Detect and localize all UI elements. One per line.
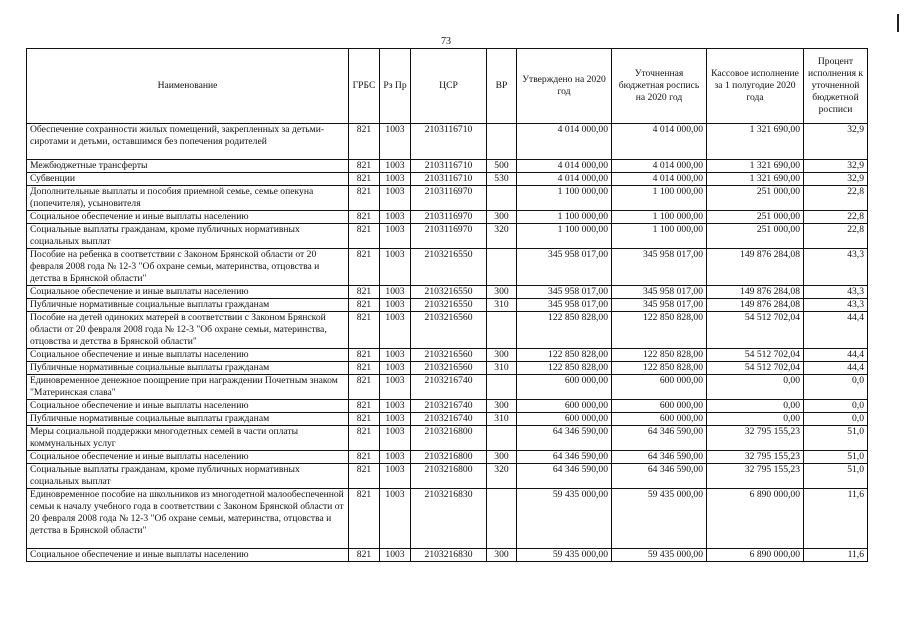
cell-approved: 600 000,00 <box>517 375 612 400</box>
cell-approved: 600 000,00 <box>517 400 612 413</box>
cell-name: Пособие на детей одиноких матерей в соответствии с Законом Брянской области от 20 февраля 2008 года № 12-3 "Об охране семьи, материнства, отцовства и детства в Брянской области" <box>27 312 349 349</box>
cell-refined: 59 435 000,00 <box>612 549 707 562</box>
cell-csr: 2103216740 <box>411 375 487 400</box>
cell-vr <box>487 312 517 349</box>
cell-cash: 149 876 284,08 <box>707 249 804 286</box>
cell-percent: 0,0 <box>804 413 868 426</box>
cell-cash: 0,00 <box>707 375 804 400</box>
cell-csr: 2103216830 <box>411 549 487 562</box>
cell-percent: 44,4 <box>804 349 868 362</box>
cell-grbs: 821 <box>349 413 380 426</box>
cell-rzpr: 1003 <box>380 299 411 312</box>
cell-grbs: 821 <box>349 173 380 186</box>
table-row <box>27 362 868 375</box>
cell-vr: 530 <box>487 173 517 186</box>
cell-cash: 32 795 155,23 <box>707 451 804 464</box>
scan-edge-mark <box>897 14 899 32</box>
cell-name: Социальное обеспечение и иные выплаты населению <box>27 211 349 224</box>
cell-refined: 64 346 590,00 <box>612 451 707 464</box>
cell-csr: 2103116970 <box>411 224 487 249</box>
cell-name: Обеспечение сохранности жилых помещений, закрепленных за детьми-сиротами и детьми, оставшимся без попечения родителей <box>27 124 349 160</box>
cell-vr <box>487 426 517 451</box>
cell-rzpr: 1003 <box>380 451 411 464</box>
cell-csr: 2103216800 <box>411 451 487 464</box>
cell-cash: 251 000,00 <box>707 224 804 249</box>
cell-rzpr: 1003 <box>380 375 411 400</box>
cell-csr: 2103216740 <box>411 400 487 413</box>
cell-grbs: 821 <box>349 451 380 464</box>
table-row <box>27 312 868 349</box>
cell-percent: 32,9 <box>804 160 868 173</box>
cell-approved: 64 346 590,00 <box>517 464 612 489</box>
cell-grbs: 821 <box>349 124 380 160</box>
cell-vr: 300 <box>487 549 517 562</box>
cell-grbs: 821 <box>349 286 380 299</box>
cell-vr: 300 <box>487 349 517 362</box>
cell-csr: 2103216550 <box>411 299 487 312</box>
cell-percent: 22,8 <box>804 211 868 224</box>
cell-rzpr: 1003 <box>380 413 411 426</box>
cell-rzpr: 1003 <box>380 489 411 549</box>
table-row <box>27 426 868 451</box>
header-approved: Утверждено на 2020 год <box>517 49 612 124</box>
cell-vr <box>487 489 517 549</box>
cell-vr: 320 <box>487 464 517 489</box>
cell-approved: 600 000,00 <box>517 413 612 426</box>
cell-vr: 310 <box>487 362 517 375</box>
cell-cash: 32 795 155,23 <box>707 426 804 451</box>
cell-csr: 2103216560 <box>411 362 487 375</box>
cell-approved: 122 850 828,00 <box>517 312 612 349</box>
cell-rzpr: 1003 <box>380 224 411 249</box>
cell-percent: 11,6 <box>804 549 868 562</box>
cell-percent: 0,0 <box>804 400 868 413</box>
cell-approved: 1 100 000,00 <box>517 211 612 224</box>
cell-rzpr: 1003 <box>380 349 411 362</box>
cell-approved: 4 014 000,00 <box>517 160 612 173</box>
cell-refined: 4 014 000,00 <box>612 160 707 173</box>
table-header-row <box>27 49 868 124</box>
cell-cash: 1 321 690,00 <box>707 124 804 160</box>
cell-cash: 54 512 702,04 <box>707 362 804 375</box>
cell-percent: 51,0 <box>804 451 868 464</box>
cell-vr: 300 <box>487 286 517 299</box>
cell-approved: 4 014 000,00 <box>517 124 612 160</box>
cell-rzpr: 1003 <box>380 173 411 186</box>
cell-refined: 122 850 828,00 <box>612 362 707 375</box>
cell-cash: 54 512 702,04 <box>707 312 804 349</box>
cell-name: Меры социальной поддержки многодетных семей в части оплаты коммунальных услуг <box>27 426 349 451</box>
cell-cash: 149 876 284,08 <box>707 299 804 312</box>
header-percent: Процент исполнения к уточненной бюджетной росписи <box>804 49 868 124</box>
table-row <box>27 124 868 160</box>
cell-name: Единовременное пособие на школьников из многодетной малообеспеченной семьи к началу учебного года в соответствии с Законом Брянской области от 20 февраля 2008 года № 12-3 "Об охране семьи, материнства, отцовства и детства в Брянской области" <box>27 489 349 549</box>
cell-refined: 122 850 828,00 <box>612 312 707 349</box>
cell-cash: 251 000,00 <box>707 211 804 224</box>
cell-name: Социальное обеспечение и иные выплаты населению <box>27 400 349 413</box>
table-row <box>27 186 868 211</box>
cell-name: Субвенции <box>27 173 349 186</box>
cell-name: Социальное обеспечение и иные выплаты населению <box>27 549 349 562</box>
cell-rzpr: 1003 <box>380 362 411 375</box>
cell-cash: 0,00 <box>707 413 804 426</box>
table-row <box>27 349 868 362</box>
cell-percent: 43,3 <box>804 249 868 286</box>
cell-rzpr: 1003 <box>380 549 411 562</box>
cell-rzpr: 1003 <box>380 186 411 211</box>
table-row <box>27 224 868 249</box>
cell-name: Дополнительные выплаты и пособия приемной семье, семье опекуна (попечителя), усыновителя <box>27 186 349 211</box>
cell-grbs: 821 <box>349 299 380 312</box>
cell-csr: 2103216560 <box>411 312 487 349</box>
cell-vr: 300 <box>487 400 517 413</box>
cell-name: Социальное обеспечение и иные выплаты населению <box>27 451 349 464</box>
cell-percent: 43,3 <box>804 299 868 312</box>
cell-percent: 51,0 <box>804 426 868 451</box>
table-row <box>27 211 868 224</box>
cell-grbs: 821 <box>349 186 380 211</box>
cell-approved: 1 100 000,00 <box>517 224 612 249</box>
cell-grbs: 821 <box>349 375 380 400</box>
cell-cash: 54 512 702,04 <box>707 349 804 362</box>
table-row <box>27 464 868 489</box>
cell-grbs: 821 <box>349 489 380 549</box>
table-row <box>27 549 868 562</box>
cell-refined: 122 850 828,00 <box>612 349 707 362</box>
cell-csr: 2103116710 <box>411 124 487 160</box>
cell-cash: 149 876 284,08 <box>707 286 804 299</box>
cell-vr: 310 <box>487 299 517 312</box>
cell-vr <box>487 124 517 160</box>
table-row <box>27 299 868 312</box>
cell-csr: 2103216830 <box>411 489 487 549</box>
cell-approved: 64 346 590,00 <box>517 451 612 464</box>
table-row <box>27 375 868 400</box>
cell-approved: 345 958 017,00 <box>517 299 612 312</box>
cell-vr: 300 <box>487 211 517 224</box>
cell-rzpr: 1003 <box>380 286 411 299</box>
cell-cash: 1 321 690,00 <box>707 160 804 173</box>
cell-cash: 0,00 <box>707 400 804 413</box>
cell-percent: 44,4 <box>804 362 868 375</box>
cell-refined: 345 958 017,00 <box>612 249 707 286</box>
cell-vr: 300 <box>487 451 517 464</box>
table-row <box>27 400 868 413</box>
cell-grbs: 821 <box>349 464 380 489</box>
table-row <box>27 249 868 286</box>
cell-grbs: 821 <box>349 549 380 562</box>
header-csr: ЦСР <box>411 49 487 124</box>
cell-percent: 22,8 <box>804 186 868 211</box>
cell-name: Социальные выплаты гражданам, кроме публичных нормативных социальных выплат <box>27 224 349 249</box>
cell-grbs: 821 <box>349 211 380 224</box>
cell-name: Социальное обеспечение и иные выплаты населению <box>27 349 349 362</box>
cell-csr: 2103216800 <box>411 464 487 489</box>
cell-approved: 64 346 590,00 <box>517 426 612 451</box>
cell-csr: 2103216560 <box>411 349 487 362</box>
table-row <box>27 160 868 173</box>
cell-rzpr: 1003 <box>380 124 411 160</box>
cell-approved: 1 100 000,00 <box>517 186 612 211</box>
cell-csr: 2103116970 <box>411 186 487 211</box>
cell-percent: 51,0 <box>804 464 868 489</box>
cell-approved: 4 014 000,00 <box>517 173 612 186</box>
cell-vr: 310 <box>487 413 517 426</box>
cell-percent: 44,4 <box>804 312 868 349</box>
cell-name: Публичные нормативные социальные выплаты гражданам <box>27 299 349 312</box>
cell-rzpr: 1003 <box>380 400 411 413</box>
cell-percent: 11,6 <box>804 489 868 549</box>
header-grbs: ГРБС <box>349 49 380 124</box>
cell-csr: 2103116710 <box>411 160 487 173</box>
cell-name: Публичные нормативные социальные выплаты гражданам <box>27 413 349 426</box>
cell-vr: 500 <box>487 160 517 173</box>
cell-refined: 59 435 000,00 <box>612 489 707 549</box>
cell-refined: 600 000,00 <box>612 413 707 426</box>
cell-refined: 600 000,00 <box>612 400 707 413</box>
cell-percent: 0,0 <box>804 375 868 400</box>
cell-vr <box>487 249 517 286</box>
cell-rzpr: 1003 <box>380 312 411 349</box>
table-body <box>27 124 868 562</box>
cell-grbs: 821 <box>349 362 380 375</box>
cell-grbs: 821 <box>349 160 380 173</box>
cell-percent: 22,8 <box>804 224 868 249</box>
cell-grbs: 821 <box>349 224 380 249</box>
header-rzpr: Рз Пр <box>380 49 411 124</box>
cell-rzpr: 1003 <box>380 249 411 286</box>
cell-refined: 345 958 017,00 <box>612 299 707 312</box>
table-row <box>27 489 868 549</box>
header-cash: Кассовое исполнение за 1 полугодие 2020 года <box>707 49 804 124</box>
page-number: 73 <box>441 36 451 47</box>
cell-csr: 2103116970 <box>411 211 487 224</box>
cell-csr: 2103116710 <box>411 173 487 186</box>
header-vr: ВР <box>487 49 517 124</box>
cell-rzpr: 1003 <box>380 211 411 224</box>
header-refined: Уточненная бюджетная роспись на 2020 год <box>612 49 707 124</box>
cell-name: Пособие на ребенка в соответствии с Законом Брянской области от 20 февраля 2008 года № 12-3 "Об охране семьи, материнства, отцовства и детства в Брянской области" <box>27 249 349 286</box>
cell-cash: 32 795 155,23 <box>707 464 804 489</box>
cell-approved: 345 958 017,00 <box>517 286 612 299</box>
cell-refined: 1 100 000,00 <box>612 224 707 249</box>
cell-refined: 4 014 000,00 <box>612 173 707 186</box>
cell-rzpr: 1003 <box>380 464 411 489</box>
cell-refined: 345 958 017,00 <box>612 286 707 299</box>
cell-csr: 2103216740 <box>411 413 487 426</box>
cell-csr: 2103216800 <box>411 426 487 451</box>
cell-approved: 59 435 000,00 <box>517 489 612 549</box>
cell-vr <box>487 186 517 211</box>
cell-refined: 1 100 000,00 <box>612 186 707 211</box>
cell-name: Социальное обеспечение и иные выплаты населению <box>27 286 349 299</box>
cell-approved: 345 958 017,00 <box>517 249 612 286</box>
table-row <box>27 173 868 186</box>
cell-name: Социальные выплаты гражданам, кроме публичных нормативных социальных выплат <box>27 464 349 489</box>
cell-percent: 43,3 <box>804 286 868 299</box>
cell-grbs: 821 <box>349 426 380 451</box>
cell-refined: 600 000,00 <box>612 375 707 400</box>
cell-name: Публичные нормативные социальные выплаты гражданам <box>27 362 349 375</box>
cell-percent: 32,9 <box>804 124 868 160</box>
cell-approved: 122 850 828,00 <box>517 349 612 362</box>
cell-csr: 2103216550 <box>411 286 487 299</box>
cell-refined: 64 346 590,00 <box>612 464 707 489</box>
cell-cash: 6 890 000,00 <box>707 549 804 562</box>
cell-rzpr: 1003 <box>380 160 411 173</box>
cell-csr: 2103216550 <box>411 249 487 286</box>
cell-vr: 320 <box>487 224 517 249</box>
cell-approved: 59 435 000,00 <box>517 549 612 562</box>
cell-refined: 64 346 590,00 <box>612 426 707 451</box>
cell-refined: 1 100 000,00 <box>612 211 707 224</box>
cell-grbs: 821 <box>349 400 380 413</box>
table-row <box>27 286 868 299</box>
table-row <box>27 451 868 464</box>
cell-name: Единовременное денежное поощрение при награждении Почетным знаком "Материнская слава" <box>27 375 349 400</box>
cell-grbs: 821 <box>349 349 380 362</box>
cell-grbs: 821 <box>349 249 380 286</box>
cell-cash: 6 890 000,00 <box>707 489 804 549</box>
cell-cash: 251 000,00 <box>707 186 804 211</box>
cell-rzpr: 1003 <box>380 426 411 451</box>
cell-vr <box>487 375 517 400</box>
cell-name: Межбюджетные трансферты <box>27 160 349 173</box>
cell-approved: 122 850 828,00 <box>517 362 612 375</box>
cell-grbs: 821 <box>349 312 380 349</box>
header-name: Наименование <box>27 49 349 124</box>
cell-refined: 4 014 000,00 <box>612 124 707 160</box>
budget-execution-table <box>26 48 868 562</box>
cell-percent: 32,9 <box>804 173 868 186</box>
cell-cash: 1 321 690,00 <box>707 173 804 186</box>
table-row <box>27 413 868 426</box>
